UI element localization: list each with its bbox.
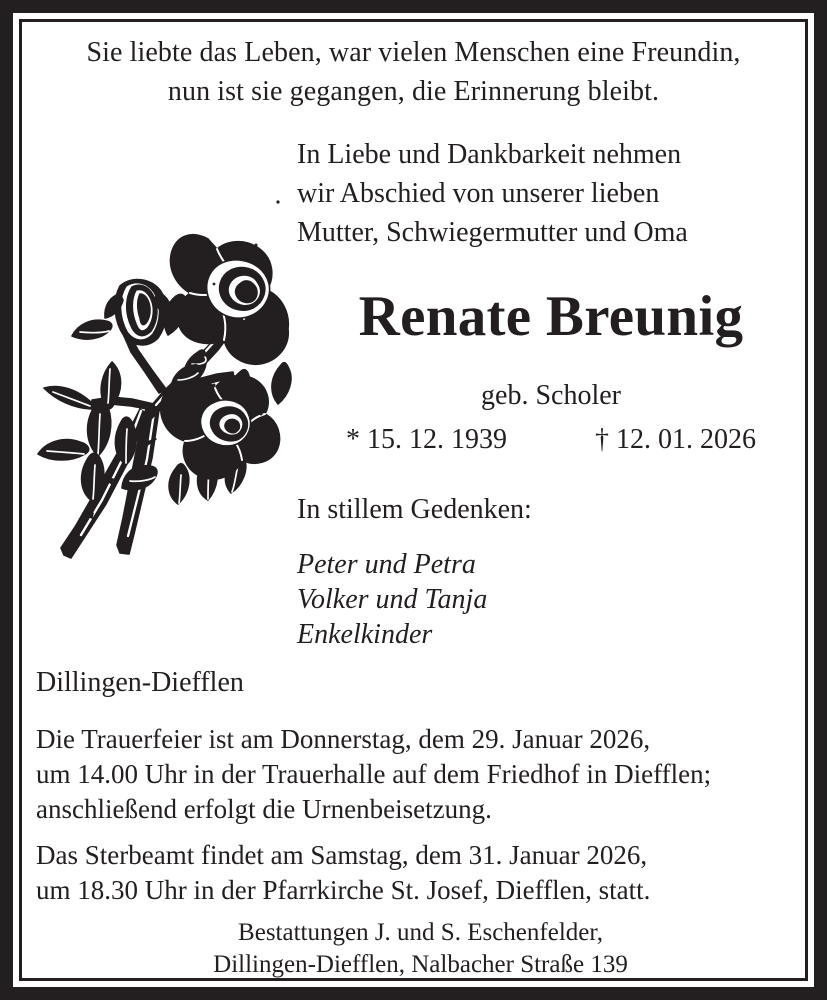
ceremony-line-3: anschließend erfolgt die Urnenbeisetzung. bbox=[36, 794, 492, 824]
verse-line-2: nun ist sie gegangen, die Erinnerung bleibt. bbox=[167, 76, 660, 107]
rose-branch-icon bbox=[28, 166, 294, 566]
funeral-home-line-1: Bestattungen J. und S. Eschenfelder, bbox=[238, 919, 603, 946]
birth-date-value: 15. 12. 1939 bbox=[367, 424, 507, 455]
ceremony-details bbox=[36, 722, 805, 827]
verse-line-1: Sie liebte das Leben, war vielen Menschen eine Freundin, bbox=[86, 37, 741, 68]
death-date-value: 12. 01. 2026 bbox=[616, 424, 756, 455]
funeral-home-line-2: Dillingen-Diefflen, Nalbacher Straße 139 bbox=[213, 951, 628, 978]
cross-dagger-icon: † bbox=[595, 424, 609, 455]
birth-symbol-icon: * bbox=[346, 424, 360, 455]
opening-verse bbox=[22, 33, 805, 111]
ceremony-line-1: Die Trauerfeier ist am Donnerstag, dem 29. Januar 2026, bbox=[36, 724, 651, 754]
mass-line-2: um 18.30 Uhr in der Pfarrkirche St. Josef, Diefflen, statt. bbox=[36, 875, 651, 905]
remembrance-label: In stillem Gedenken: bbox=[297, 494, 532, 525]
maiden-name: geb. Scholer bbox=[481, 380, 621, 411]
lead-line-3: Mutter, Schwiegermutter und Oma bbox=[297, 217, 688, 248]
funeral-home-credit bbox=[36, 917, 805, 981]
notice-content bbox=[22, 22, 805, 978]
ceremony-line-2: um 14.00 Uhr in der Trauerhalle auf dem Friedhof in Diefflen; bbox=[36, 759, 712, 789]
place-line: Dillingen-Diefflen bbox=[36, 667, 244, 698]
mass-details bbox=[36, 838, 805, 908]
mourner-item: Enkelkinder bbox=[297, 619, 433, 650]
mourners-list bbox=[297, 547, 805, 652]
lead-line-1: In Liebe und Dankbarkeit nehmen bbox=[297, 139, 682, 170]
mourner-item: Peter und Petra bbox=[297, 549, 476, 580]
mourner-item: Volker und Tanja bbox=[297, 584, 488, 615]
birth-date bbox=[346, 422, 551, 458]
death-date bbox=[551, 422, 756, 458]
deceased-name: Renate Breunig bbox=[358, 285, 744, 348]
life-dates bbox=[297, 422, 805, 458]
mass-line-1: Das Sterbeamt findet am Samstag, dem 31. Januar 2026, bbox=[36, 840, 648, 870]
lead-text bbox=[297, 135, 805, 252]
lead-line-2: wir Abschied von unserer lieben bbox=[297, 178, 660, 209]
